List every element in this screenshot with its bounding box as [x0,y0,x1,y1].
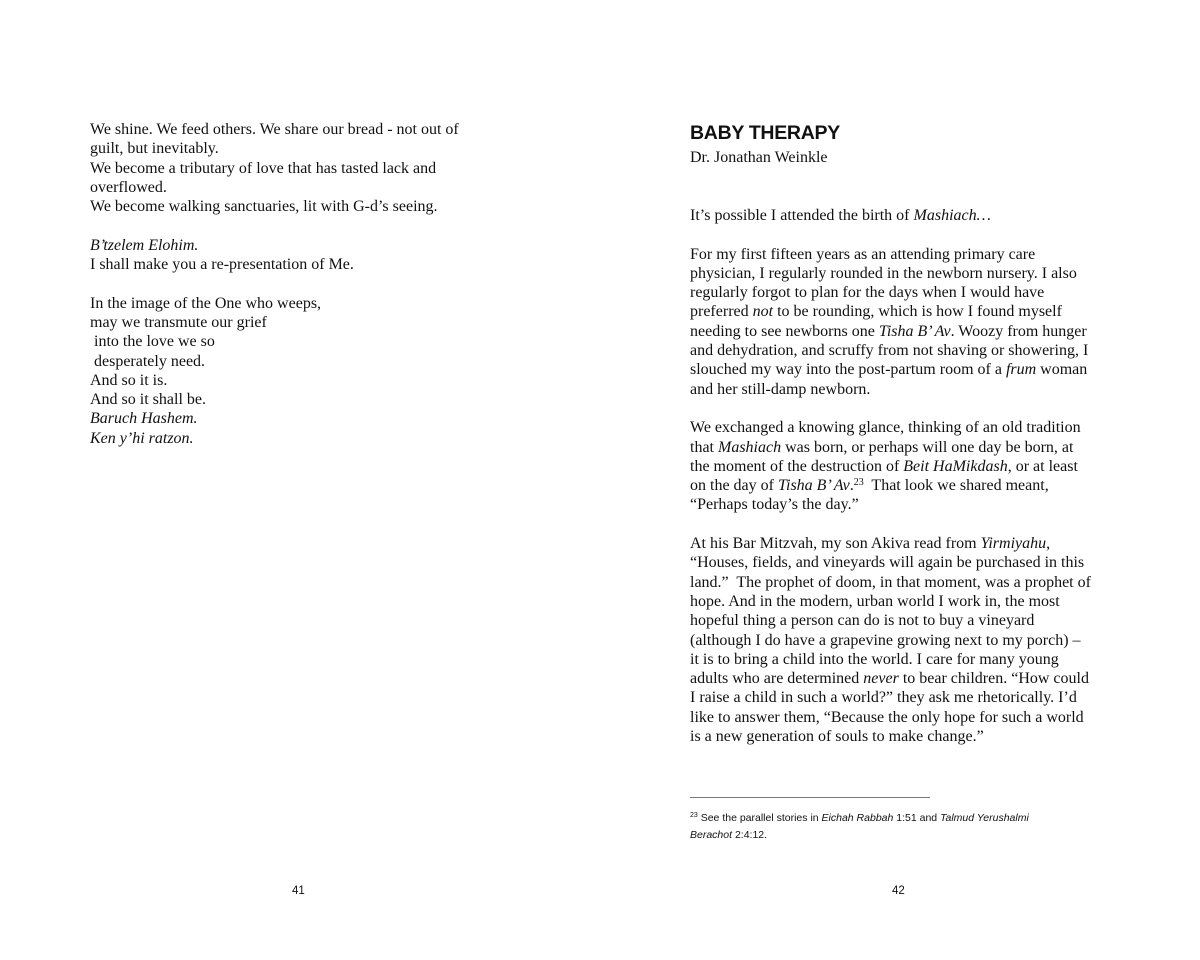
text-run: was born, or perhaps will one day be born, at [781,438,1074,456]
text-run-italic: Yirmiyahu [980,535,1047,553]
text-run: . [849,477,854,495]
text-run-italic: not [752,303,774,321]
text-run: , [1046,535,1051,553]
text-run: to bear children. “How could [898,670,1089,688]
paragraph-4 [690,534,1130,746]
poem-text [90,120,510,467]
text-line: “Houses, fields, and vineyards will again be purchased in this [690,554,1085,572]
text-line: hopeful thing a person can do is not to buy a vineyard [690,612,1035,630]
text-run: 2:4:12. [732,829,768,841]
poem-line-italic: B’tzelem Elohim. [90,236,199,254]
text-line: land.” The prophet of doom, in that moment, was a prophet of [690,573,1091,591]
poem-line: may we transmute our grief [90,313,267,331]
poem-line: desperately need. [90,352,206,370]
text-line: For my first fifteen years as an attending primary care [690,245,1036,263]
text-run: At his Bar Mitzvah, my son Akiva read from [690,535,981,553]
text-run: needing to see newborns one [690,322,879,340]
poem-line: We shine. We feed others. We share our bread - not out of [90,121,459,138]
text-run-italic: Talmud Yerushalmi [940,812,1029,824]
text-line: We exchanged a knowing glance, thinking of an old tradition [690,419,1081,437]
page-number-right: 42 [892,885,905,897]
text-run: preferred [690,303,753,321]
poem-line-italic: Ken y’hi ratzon. [90,429,194,447]
text-run-italic: Beit HaMikdash [903,457,1008,475]
chapter-title: BABY THERAPY [690,122,840,144]
footnote [690,807,1130,844]
text-run-italic: Tisha B’ Av [777,477,850,495]
text-run-italic: Mashiach [718,438,782,456]
text-line: it is to bring a child into the world. I care for many young [690,650,1059,668]
text-line: and her still-damp newborn. [690,380,871,398]
text-run: to be rounding, which is how I found myself [773,303,1062,321]
poem-line: In the image of the One who weeps, [90,294,322,312]
text-run: , or at least [1007,457,1078,475]
text-run-italic: Eichah Rabbah [821,812,894,824]
poem-line: guilt, but inevitably. [90,140,219,158]
text-run: the moment of the destruction of [690,457,904,475]
footnote-number: 23 [690,812,698,819]
poem-stanza-2 [90,236,510,275]
text-run-italic: Mashiach… [913,207,991,224]
poem-line: And so it shall be. [90,391,206,409]
text-line: and dehydration, and scruffy from not shaving or showering, I [690,342,1089,360]
paragraph-3 [690,418,1130,514]
text-line: regularly forgot to plan for the days when I would have [690,284,1045,302]
text-line: physician, I regularly rounded in the newborn nursery. I also [690,264,1077,282]
poem-stanza-3 [90,294,510,448]
poem-line: into the love we so [90,333,215,351]
text-run: It’s possible I attended the birth of [690,207,914,224]
text-run: woman [1036,361,1088,379]
text-run: . Woozy from hunger [950,322,1087,340]
poem-line: overflowed. [90,178,167,196]
article-body [690,206,1130,766]
text-line: is a new generation of souls to make change.” [690,728,984,746]
page-number-left: 41 [292,885,305,897]
text-run-italic: frum [1005,361,1037,379]
text-run: slouched my way into the post-partum room of a [690,361,1006,379]
text-run: on the day of [690,477,778,495]
text-line: like to answer them, “Because the only hope for such a world [690,708,1084,726]
text-run: adults who are determined [690,670,864,688]
text-run-italic: never [863,670,899,688]
poem-line: I shall make you a re-presentation of Me. [90,256,354,274]
text-run: That look we shared meant, [863,477,1049,495]
paragraph-1 [690,206,1130,225]
right-page [600,0,1200,960]
poem-stanza-1 [90,120,510,216]
poem-line: We become a tributary of love that has tasted lack and [90,159,437,177]
paragraph-2 [690,245,1130,399]
footnote-divider [690,797,930,798]
text-run-italic: Berachot [690,829,733,841]
text-line: hope. And in the modern, urban world I work in, the most [690,592,1060,610]
footnote-reference[interactable]: 23 [853,477,864,489]
poem-line-italic: Baruch Hashem. [90,410,198,428]
text-line: “Perhaps today’s the day.” [690,496,859,514]
text-run: 1:51 and [893,812,941,824]
poem-line: And so it is. [90,371,168,389]
poem-line: We become walking sanctuaries, lit with G-d’s seeing. [90,198,438,216]
text-run: that [690,438,718,456]
text-run: See the parallel stories in [697,812,822,824]
text-line: I raise a child in such a world?” they ask me rhetorically. I’d [690,689,1077,707]
author-name: Dr. Jonathan Weinkle [690,149,828,166]
text-run-italic: Tisha B’ Av [878,322,951,340]
text-line: (although I do have a grapevine growing next to my porch) – [690,631,1081,649]
